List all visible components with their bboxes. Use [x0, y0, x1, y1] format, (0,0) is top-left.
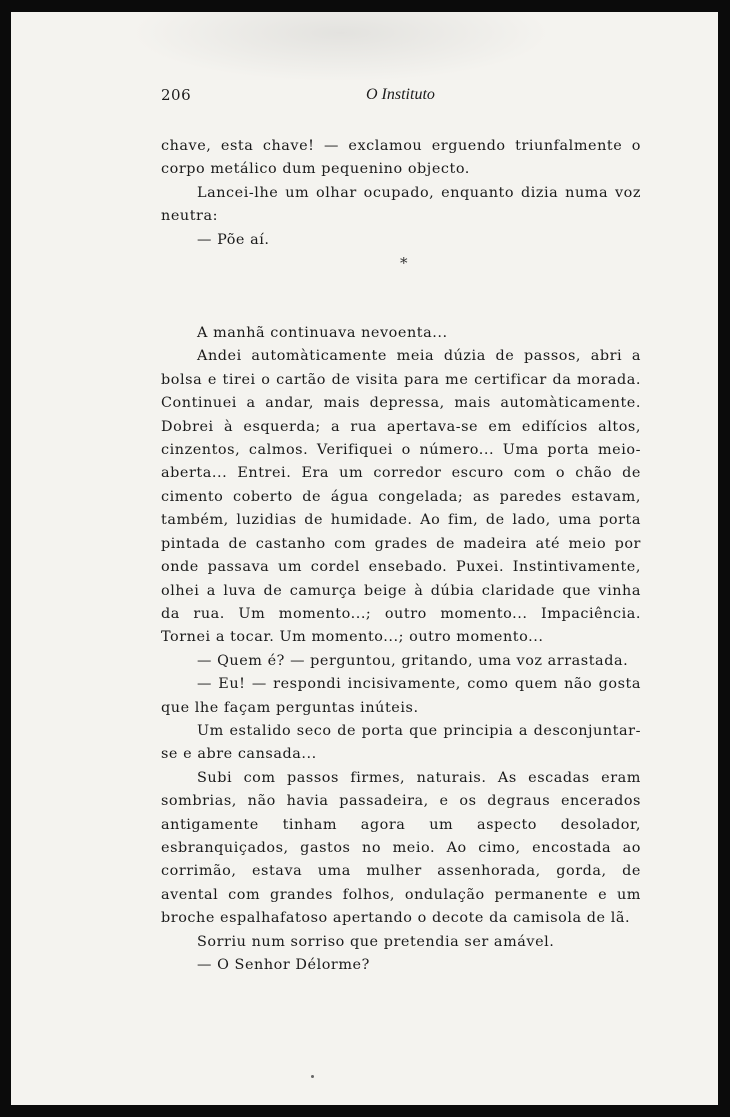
- paragraph: Andei automàticamente meia dúzia de passos, abri a bolsa e tirei o cartão de visita para me certificar da morada. Continuei a andar, mais depressa, mais automàticamente. Dobrei à esquerda; a rua apertava-se em edifícios altos, cinzentos, calmos. Verifiquei o número... Uma porta meio-aberta... Entrei. Era um corredor escuro com o chão de cimento coberto de água congelada; as paredes estavam, também, luzidias de humidade. Ao fim, de lado, uma porta pintada de castanho com grades de madeira até meio por onde passava um cordel ensebado. Puxei. Instintivamente, olhei a luva de camurça beige à dúbia claridade que vinha da rua. Um momento...; outro momento... Impaciência. Tornei a tocar. Um momento...; outro momento...: [161, 348, 641, 646]
- paragraph: Sorriu num sorriso que pretendia ser amável.: [197, 933, 555, 950]
- paper-stain: [131, 12, 551, 82]
- section-break-asterisk: *: [399, 254, 409, 273]
- paragraph: chave, esta chave! — exclamou erguendo triunfalmente o corpo metálico dum pequenino objecto.: [161, 138, 641, 178]
- running-header: [161, 86, 639, 108]
- paragraph: — O Senhor Délorme?: [197, 957, 370, 973]
- paragraph: Um estalido seco de porta que principia a desconjuntar-se e abre cansada...: [161, 722, 641, 763]
- paragraph: — Quem é? — perguntou, gritando, uma voz arrastada.: [197, 652, 629, 669]
- book-page: [11, 12, 718, 1105]
- running-title: O Instituto: [366, 86, 435, 103]
- body-text: [161, 135, 641, 977]
- paragraph: Lancei-lhe um olhar ocupado, enquanto dizia numa voz neutra:: [161, 184, 641, 225]
- paragraph: — Põe aí.: [197, 231, 270, 248]
- page-number: 206: [161, 86, 192, 104]
- paragraph: A manhã continuava nevoenta...: [197, 325, 448, 342]
- paper-speck: [311, 1075, 314, 1078]
- paragraph: Subi com passos firmes, naturais. As escadas eram sombrias, não havia passadeira, e os degraus encerados antigamente tinham agora um aspecto desolador, esbranquiçados, gastos no meio. Ao cimo, encostada ao corrimão, estava uma mulher assenhorada, gorda, de avental com grandes folhos, ondulação permanente e um broche espalhafatoso apertando o decote da camisola de lã.: [161, 769, 641, 927]
- paragraph: — Eu! — respondi incisivamente, como quem não gosta que lhe façam perguntas inúteis.: [161, 676, 641, 716]
